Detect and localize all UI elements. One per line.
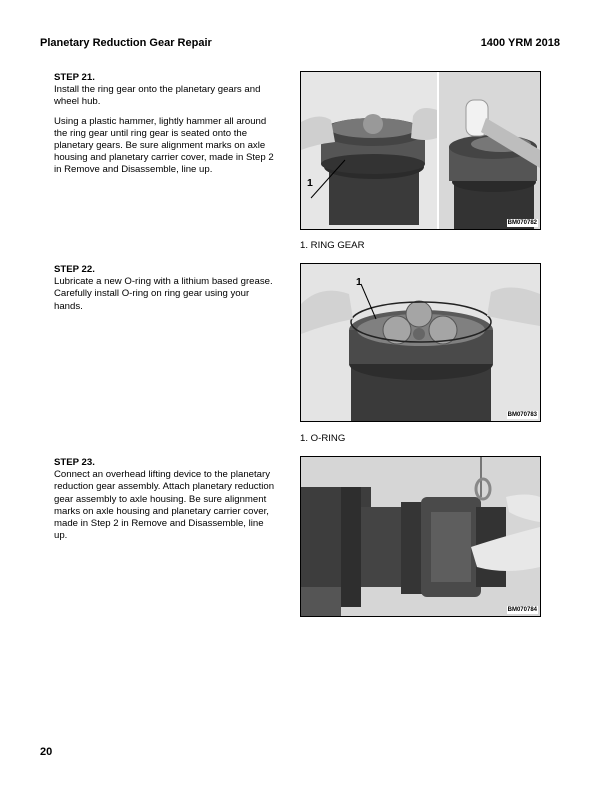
step-22 xyxy=(54,264,279,320)
callout-number: 1 xyxy=(307,177,313,189)
lifting-assembly-photo xyxy=(301,457,540,616)
o-ring-photo xyxy=(301,264,540,421)
step-title: STEP 22. xyxy=(54,264,95,275)
figure-code: BM070783 xyxy=(507,412,537,418)
figure-ring-gear-install xyxy=(300,71,541,230)
figure-lifting-assembly xyxy=(300,456,541,617)
step-paragraph: Install the ring gear onto the planetary gears and wheel hub. xyxy=(54,84,261,108)
page-number: 20 xyxy=(40,746,53,758)
step-21 xyxy=(54,72,279,184)
step-paragraph: Connect an overhead lifting device to the planetary reduction gear assembly. Attach planetary reduction gear assembly to axle housing. Be sure alignment marks on axle housing and planetary carrier cover, made in Step 2 in Remove and Disassemble, line up. xyxy=(54,469,275,542)
figure-o-ring-install xyxy=(300,263,541,422)
figure-caption: 1. RING GEAR xyxy=(300,240,365,251)
step-23 xyxy=(54,457,279,549)
step-title: STEP 21. xyxy=(54,72,95,83)
figure-code: BM070784 xyxy=(507,607,537,613)
step-paragraph: Using a plastic hammer, lightly hammer all around the ring gear until ring gear is seated onto the planetary gears. Be sure alignment marks on axle housing and planetary carrier cover, made in Step 2 in Remove and Disassemble, line up. xyxy=(54,115,274,176)
step-title: STEP 23. xyxy=(54,457,95,468)
figure-caption: 1. O-RING xyxy=(300,433,346,444)
header-manual-code: 1400 YRM 2018 xyxy=(480,37,560,49)
header-section-title: Planetary Reduction Gear Repair xyxy=(40,37,212,49)
ring-gear-photo xyxy=(301,72,540,229)
callout-number: 1 xyxy=(356,276,362,288)
step-paragraph: Lubricate a new O-ring with a lithium based grease. Carefully install O-ring on ring gear using your hands. xyxy=(54,276,273,312)
figure-code: BM070782 xyxy=(507,220,537,226)
